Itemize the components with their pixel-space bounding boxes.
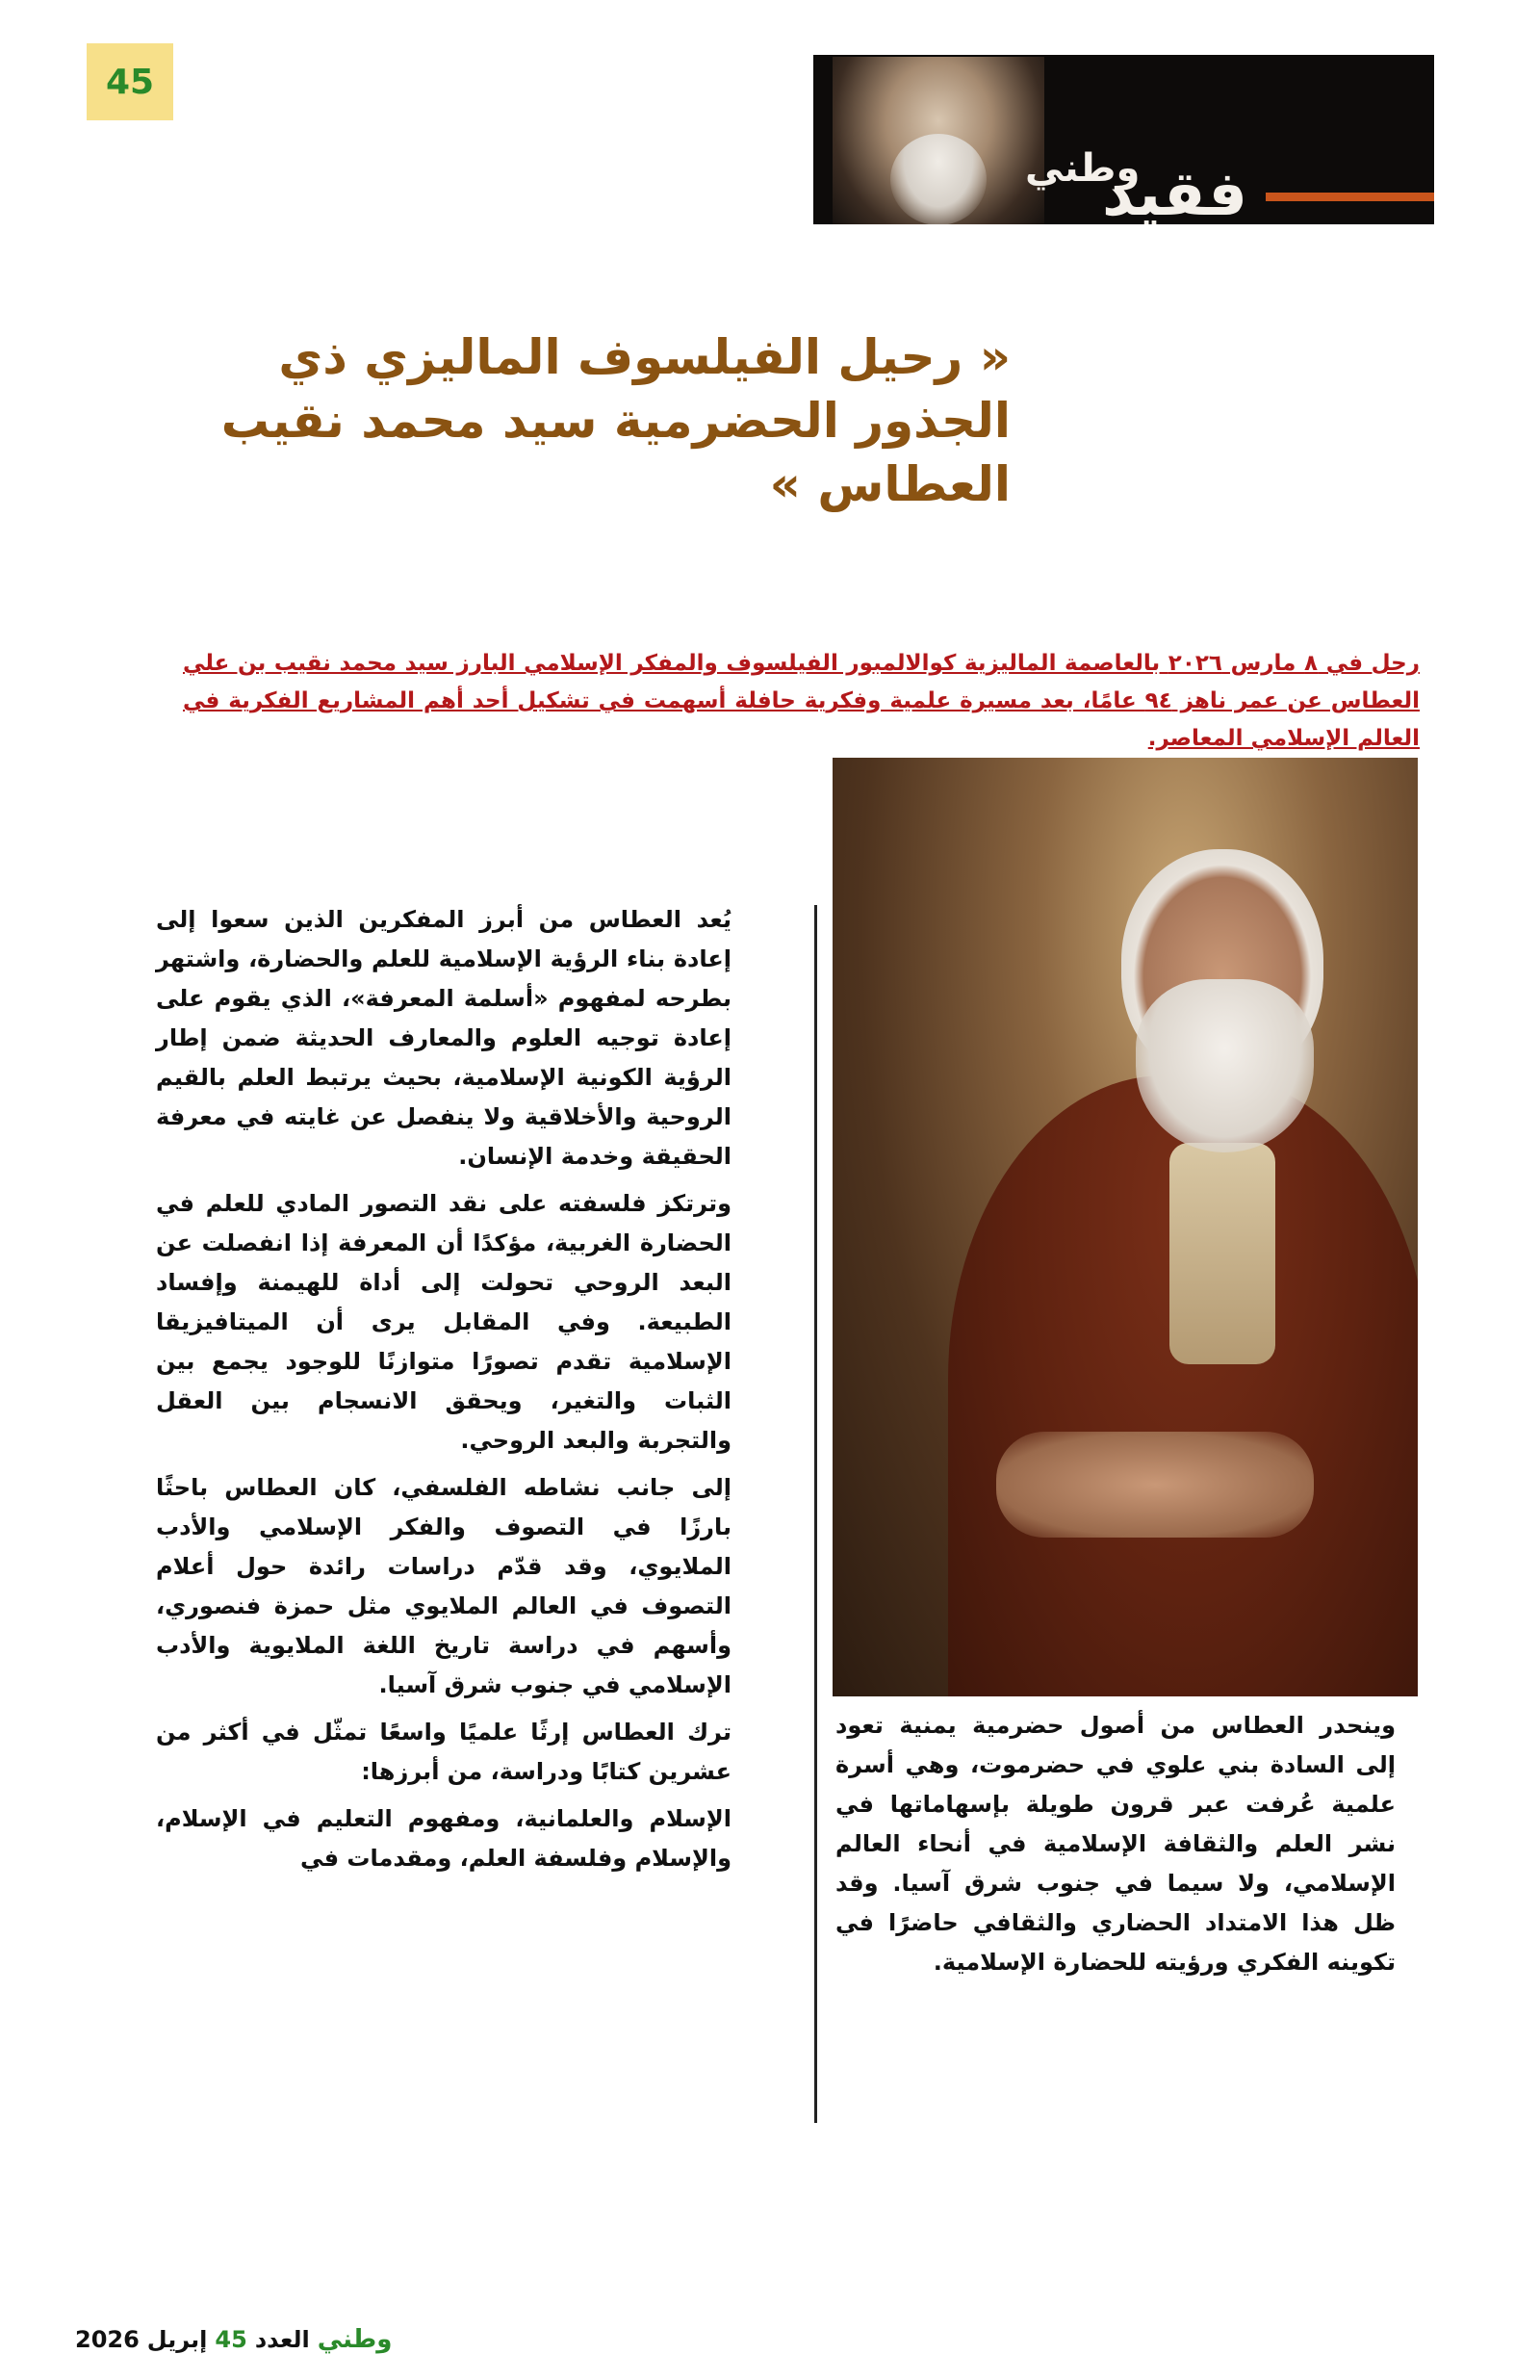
column-divider	[814, 905, 817, 2123]
paragraph: ترك العطاس إرثًا علميًا واسعًا تمثّل في أكثر من عشرين كتابًا ودراسة، من أبرزها:	[156, 1719, 732, 1785]
banner-stripe	[1266, 193, 1434, 201]
section-banner	[813, 55, 1434, 224]
paragraph: الإسلام والعلمانية، ومفهوم التعليم في الإسلام، والإسلام وفلسفة العلم، ومقدمات في	[156, 1805, 732, 1872]
paragraph: وينحدر العطاس من أصول حضرمية يمنية تعود إلى السادة بني علوي في حضرموت، وهي أسرة علمية عُرفت عبر قرون طويلة بإسهاماتها في نشر العلم والثقافة الإسلامية في أنحاء العالم الإسلامي، ولا سيما في جنوب شرق آسيا. وقد ظل هذا الامتداد الحضاري والثقافي حاضرًا في تكوينه الفكري ورؤيته للحضارة الإسلامية.	[835, 1712, 1396, 1976]
article-title: « رحيل الفيلسوف الماليزي ذي الجذور الحضرمية سيد محمد نقيب العطاس »	[220, 329, 1011, 512]
page-number: 45	[87, 43, 173, 120]
left-column	[156, 900, 732, 1886]
footer-month: إبريل	[146, 2326, 208, 2353]
footer-brand: وطني	[317, 2325, 393, 2354]
intro-text: رحل في ٨ مارس ٢٠٢٦ بالعاصمة الماليزية كوالالمبور الفيلسوف والمفكر الإسلامي البارز سيد محمد نقيب بن علي العطاس عن عمر ناهز ٩٤ عامًا، بعد مسيرة علمية وفكرية حافلة أسهمت في تشكيل أحد أهم المشاريع الفكرية في العالم الإسلامي المعاصر.	[183, 651, 1420, 751]
banner-portrait	[833, 57, 1044, 224]
paragraph: يُعد العطاس من أبرز المفكرين الذين سعوا إلى إعادة بناء الرؤية الإسلامية للعلم والحضارة، واشتهر بطرحه لمفهوم «أسلمة المعرفة»، الذي يقوم على إعادة توجيه العلوم والمعارف الحديثة ضمن إطار الرؤية الكونية الإسلامية، بحيث يرتبط العلم بالقيم الروحية والأخلاقية ولا ينفصل عن غايته في معرفة الحقيقة وخدمة الإنسان.	[156, 906, 732, 1170]
paragraph: إلى جانب نشاطه الفلسفي، كان العطاس باحثًا بارزًا في التصوف والفكر الإسلامي والأدب الملايوي، وقد قدّم دراسات رائدة حول أعلام التصوف في العالم الملايوي مثل حمزة فنصوري، وأسهم في دراسة تاريخ اللغة الملايوية والأدب الإسلامي في جنوب شرق آسيا.	[156, 1474, 732, 1698]
portrait-photo	[833, 758, 1418, 1696]
footer-year: 2026	[75, 2326, 140, 2353]
paragraph: وترتكز فلسفته على نقد التصور المادي للعلم في الحضارة الغربية، مؤكدًا أن المعرفة إذا انفصلت عن البعد الروحي تحولت إلى أداة للهيمنة وإفساد الطبيعة. وفي المقابل يرى أن الميتافيزيقا الإسلامية تقدم تصورًا متوازنًا للوجود يجمع بين الثبات والتغير، ويحقق الانسجام بين العقل والتجربة والبعد الروحي.	[156, 1190, 732, 1454]
footer-issue-number: 45	[215, 2326, 247, 2353]
banner-brand-big: فقيد	[1102, 159, 1248, 224]
page-footer	[75, 2325, 392, 2354]
banner-brand-small: وطني	[1025, 146, 1141, 191]
footer-issue-label: العدد	[254, 2326, 310, 2353]
right-column	[835, 1706, 1396, 1990]
article-intro	[183, 645, 1420, 758]
